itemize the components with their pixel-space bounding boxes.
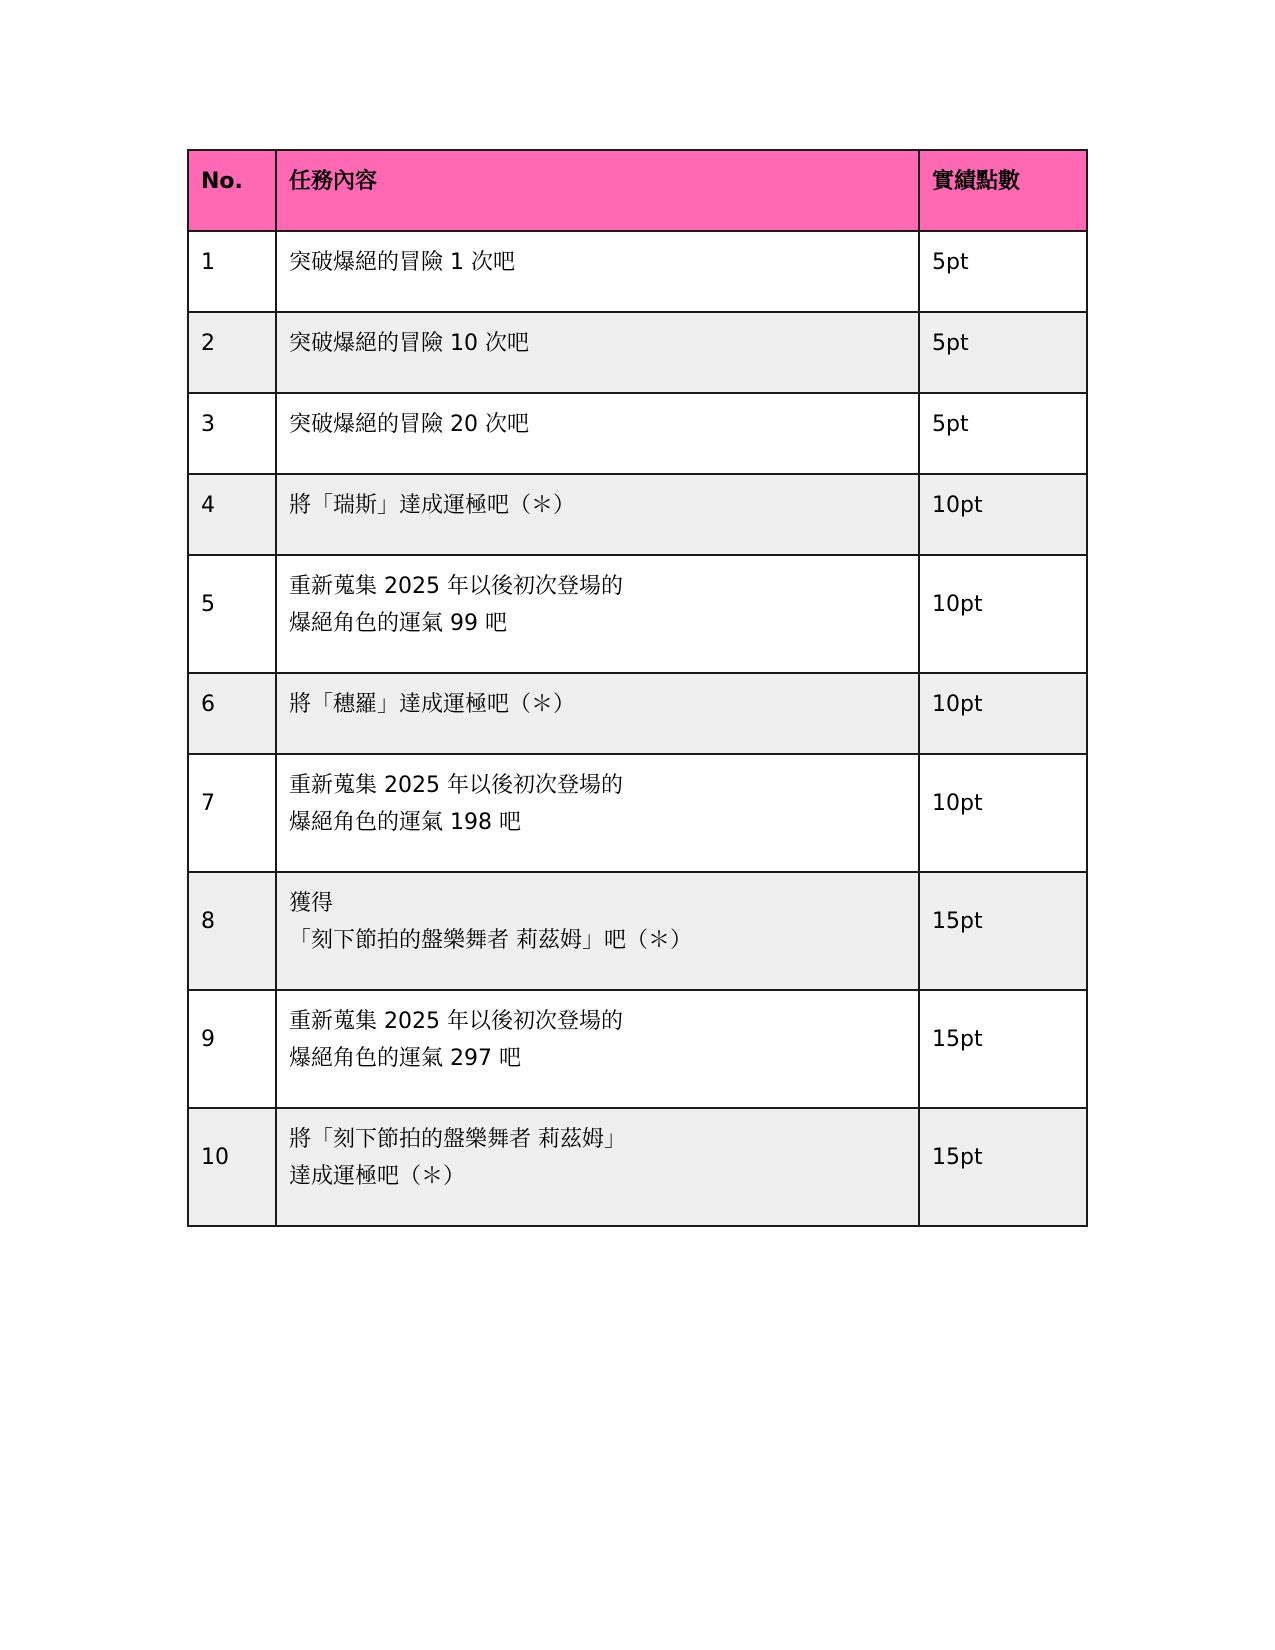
header-no: No. [188, 150, 276, 231]
task-line: 重新蒐集 2025 年以後初次登場的 [289, 773, 623, 798]
row-number: 8 [188, 872, 276, 990]
row-number: 3 [188, 393, 276, 474]
points-value: 5pt [919, 312, 1087, 393]
table-row [188, 1108, 1087, 1226]
row-number: 2 [188, 312, 276, 393]
table-row [188, 990, 1087, 1108]
task-line: 將「刻下節拍的盤樂舞者 莉茲姆」 [289, 1127, 626, 1152]
row-number: 6 [188, 673, 276, 754]
table-row [188, 555, 1087, 673]
points-value: 10pt [919, 673, 1087, 754]
task-line: 突破爆絕的冒險 1 次吧 [289, 250, 515, 275]
points-value: 10pt [919, 474, 1087, 555]
task-description [276, 312, 919, 393]
task-line: 將「穗羅」達成運極吧（＊） [289, 692, 576, 717]
task-description [276, 555, 919, 673]
task-line: 「刻下節拍的盤樂舞者 莉茲姆」吧（＊） [289, 928, 692, 953]
task-description [276, 393, 919, 474]
table-row [188, 312, 1087, 393]
task-line: 重新蒐集 2025 年以後初次登場的 [289, 574, 623, 599]
task-line: 突破爆絕的冒險 10 次吧 [289, 331, 529, 356]
table-row [188, 474, 1087, 555]
points-value: 15pt [919, 990, 1087, 1108]
row-number: 7 [188, 754, 276, 872]
row-number: 5 [188, 555, 276, 673]
points-value: 15pt [919, 872, 1087, 990]
table-row [188, 393, 1087, 474]
task-description [276, 474, 919, 555]
table-row [188, 673, 1087, 754]
task-line: 重新蒐集 2025 年以後初次登場的 [289, 1009, 623, 1034]
points-value: 5pt [919, 231, 1087, 312]
task-line: 爆絕角色的運氣 99 吧 [289, 611, 507, 636]
task-description [276, 673, 919, 754]
table-row [188, 872, 1087, 990]
task-line: 將「瑞斯」達成運極吧（＊） [289, 493, 576, 518]
table-row [188, 231, 1087, 312]
task-description [276, 990, 919, 1108]
points-value: 10pt [919, 555, 1087, 673]
task-line: 獲得 [289, 891, 334, 916]
header-row [188, 150, 1087, 231]
task-description [276, 872, 919, 990]
row-number: 10 [188, 1108, 276, 1226]
task-line: 爆絕角色的運氣 198 吧 [289, 810, 521, 835]
task-line: 達成運極吧（＊） [289, 1164, 466, 1189]
header-task: 任務內容 [276, 150, 919, 231]
points-value: 15pt [919, 1108, 1087, 1226]
task-line: 爆絕角色的運氣 297 吧 [289, 1046, 521, 1071]
table-body [188, 231, 1087, 1226]
points-value: 5pt [919, 393, 1087, 474]
header-points: 實績點數 [919, 150, 1087, 231]
points-value: 10pt [919, 754, 1087, 872]
table-header [188, 150, 1087, 231]
task-description [276, 754, 919, 872]
row-number: 1 [188, 231, 276, 312]
task-description [276, 231, 919, 312]
task-line: 突破爆絕的冒險 20 次吧 [289, 412, 529, 437]
task-description [276, 1108, 919, 1226]
mission-table [187, 149, 1088, 1227]
table-row [188, 754, 1087, 872]
row-number: 9 [188, 990, 276, 1108]
row-number: 4 [188, 474, 276, 555]
